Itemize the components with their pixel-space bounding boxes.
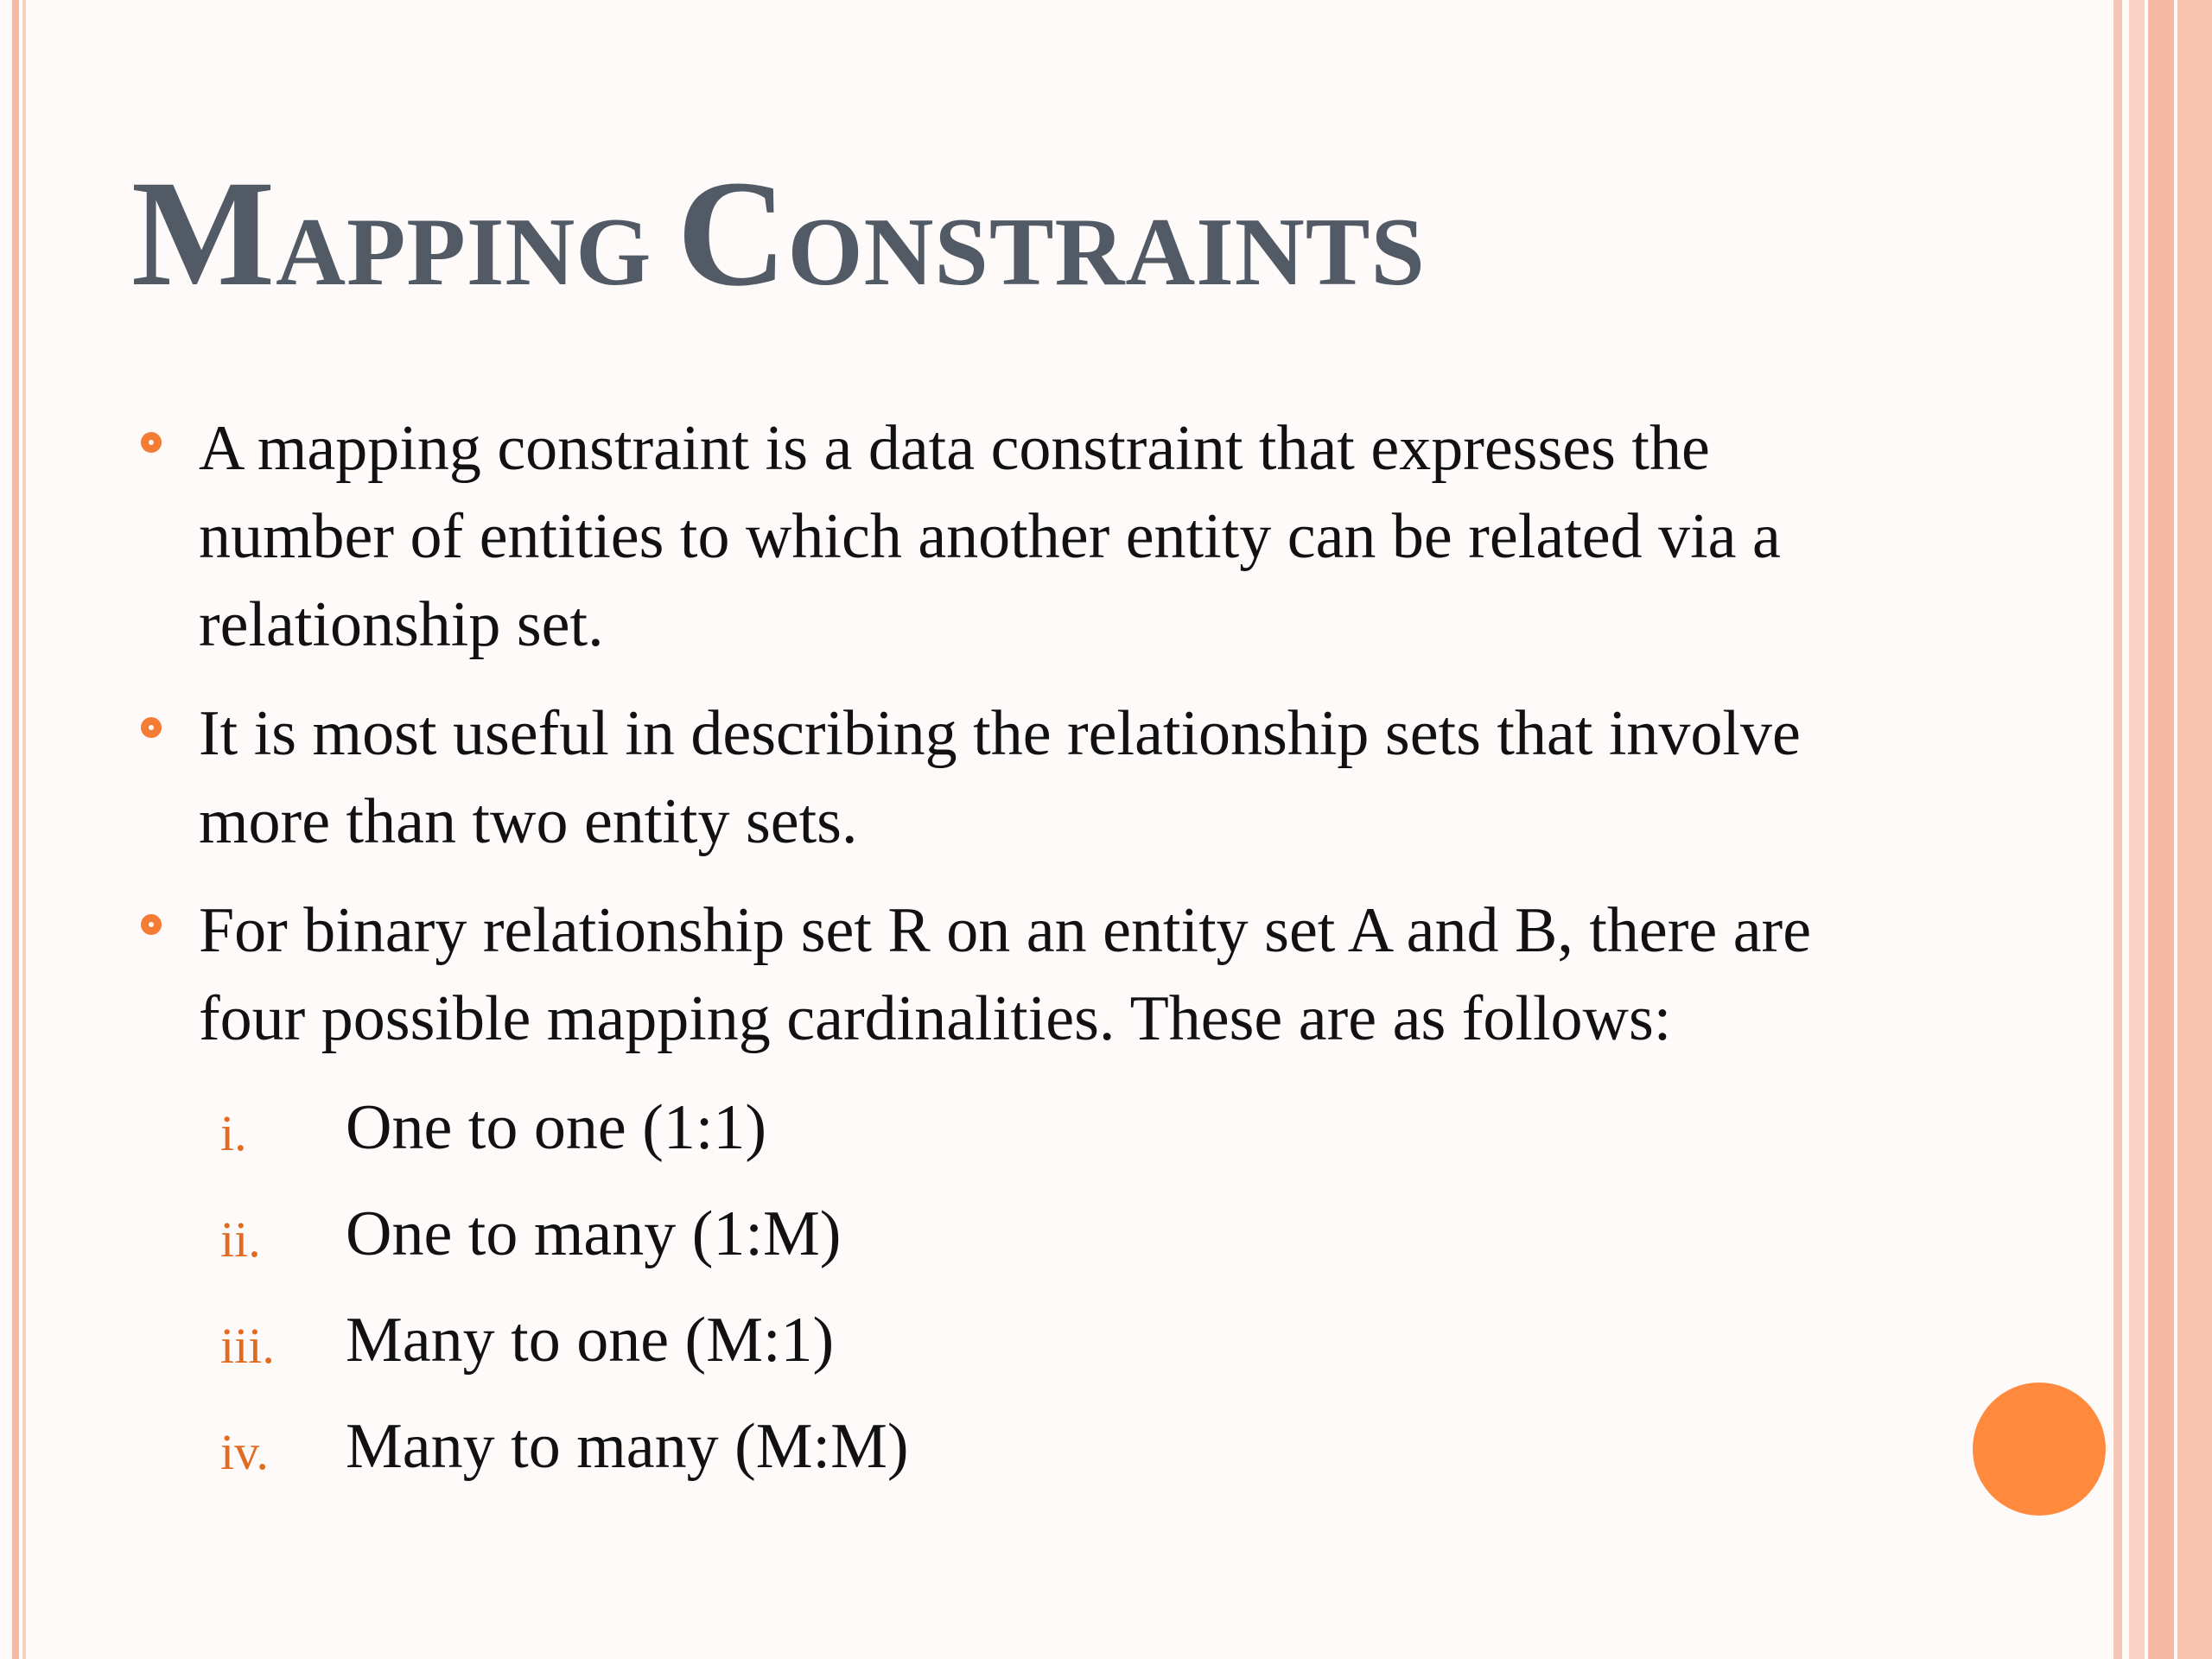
cardinality-item <box>134 1084 1862 1190</box>
right-border-stripe-2 <box>2129 0 2145 1659</box>
bullet-circle-icon <box>141 914 162 935</box>
cardinality-item <box>134 1296 1862 1402</box>
bullet-text: A mapping constraint is a data constraint that expresses the number of entities to which another entity can be related via a relationship set. <box>199 413 1781 660</box>
bullet-item <box>134 690 1862 866</box>
title-initial-1: M <box>131 149 276 318</box>
bullet-text: It is most useful in describing the relationship sets that involve more than two entity sets. <box>199 698 1801 857</box>
roman-numeral-marker: i. <box>220 1105 247 1161</box>
cardinality-text: One to many (1:M) <box>346 1198 842 1269</box>
bullet-item <box>134 887 1862 1063</box>
left-border-stripe-inner <box>22 0 26 1659</box>
bullet-circle-icon <box>141 717 162 738</box>
cardinality-item <box>134 1402 1862 1509</box>
title-rest-1: APPING <box>276 199 652 306</box>
title-rest-2: ONSTRAINTS <box>787 199 1426 306</box>
cardinality-list <box>134 1084 1862 1509</box>
right-border-stripe-3 <box>2148 0 2174 1659</box>
roman-numeral-marker: iv. <box>220 1424 269 1480</box>
cardinality-item <box>134 1190 1862 1296</box>
decorative-orange-circle <box>1973 1382 2106 1516</box>
title-initial-2: C <box>677 149 788 318</box>
bullet-circle-icon <box>141 432 162 453</box>
slide-title <box>131 147 1426 321</box>
cardinality-text: Many to many (M:M) <box>346 1411 909 1482</box>
bullet-text: For binary relationship set R on an entity set A and B, there are four possible mapping cardinalities. These are as follows: <box>199 895 1812 1054</box>
left-border-stripe <box>12 0 19 1659</box>
bullet-item <box>134 404 1862 669</box>
slide-content <box>134 404 1862 1509</box>
cardinality-text: Many to one (M:1) <box>346 1305 835 1376</box>
roman-numeral-marker: ii. <box>220 1211 261 1268</box>
roman-numeral-marker: iii. <box>220 1318 275 1374</box>
right-border-stripe-1 <box>2113 0 2122 1659</box>
right-border-stripe-4 <box>2177 0 2212 1659</box>
cardinality-text: One to one (1:1) <box>346 1092 767 1163</box>
